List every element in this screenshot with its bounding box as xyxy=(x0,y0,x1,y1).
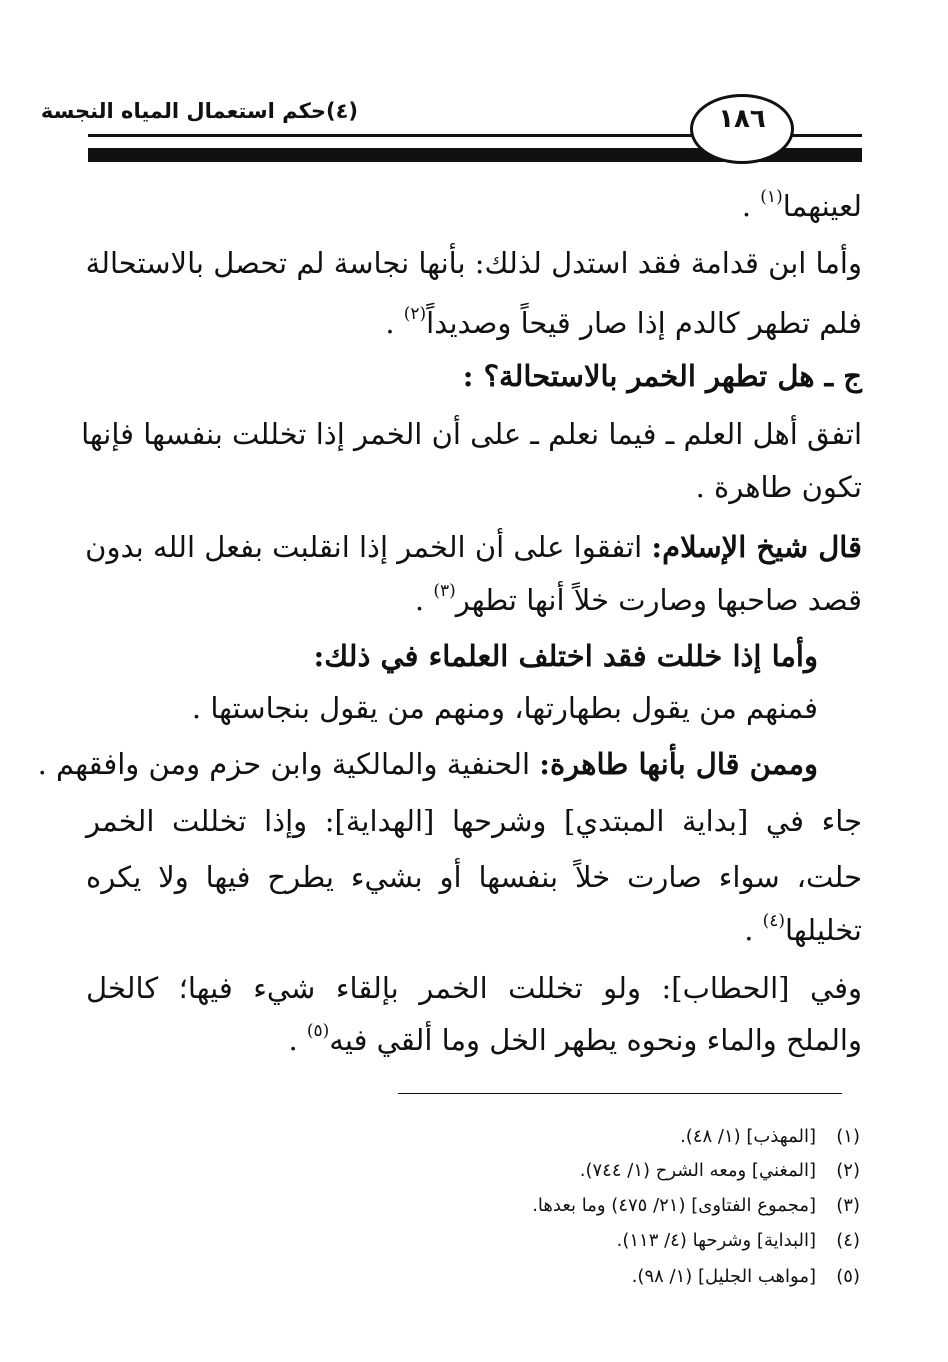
text: . xyxy=(385,306,404,340)
footnote-number: (٣) xyxy=(836,1195,860,1216)
text: . xyxy=(741,189,761,223)
footnote-number: (٥) xyxy=(836,1266,860,1287)
footnote-text: [مجموع الفتاوى] (٢١/ ٤٧٥) وما بعدها. xyxy=(532,1195,816,1216)
footnote-number: (١) xyxy=(836,1126,860,1147)
body-line-6: تكون طاهرة . xyxy=(695,470,862,504)
body-line-12: جاء في [بداية المبتدي] وشرحها [الهداية]: وإذا تخللت الخمر xyxy=(86,804,862,838)
text: وأما إذا خللت فقد اختلف العلماء في ذلك: xyxy=(313,639,818,673)
text: لعينهما xyxy=(782,189,862,223)
body-line-10 xyxy=(86,688,862,728)
running-title: (٤)حكم استعمال المياه النجسة xyxy=(40,99,358,123)
footnote-number: (٤) xyxy=(836,1230,860,1251)
bold-lead: وممن قال بأنها طاهرة: xyxy=(539,747,818,781)
footnote-text: [المهذب] (١/ ٤٨). xyxy=(680,1126,816,1147)
footnote-2 xyxy=(580,1158,860,1184)
body-line-1 xyxy=(86,186,862,226)
footnote-text: [مواهب الجليل] (١/ ٩٨). xyxy=(631,1266,816,1287)
text: . xyxy=(288,1023,307,1057)
text: فمنهم من يقول بطهارتها، ومنهم من يقول بنجاستها . xyxy=(191,691,818,725)
body-line-7 xyxy=(86,527,862,567)
footnote-separator xyxy=(398,1093,842,1094)
section-heading-c: ج ـ هل تطهر الخمر بالاستحالة؟ : xyxy=(462,359,862,393)
text: والملح والماء ونحوه يطهر الخل وما ألقي فيه xyxy=(329,1023,862,1057)
body-line-2: وأما ابن قدامة فقد استدل لذلك: بأنها نجاسة لم تحصل بالاستحالة xyxy=(85,246,862,280)
footnote-ref-2[interactable]: (٢) xyxy=(403,304,427,324)
footnote-3 xyxy=(532,1193,860,1219)
text: قصد صاحبها وصارت خلاً أنها تطهر xyxy=(455,583,862,617)
footnote-text: [البداية] وشرحها (٤/ ١١٣). xyxy=(616,1230,816,1251)
text xyxy=(38,744,818,784)
text: اتفقوا على أن الخمر إذا انقلبت بفعل الله بدون xyxy=(85,530,652,564)
footnote-ref-1[interactable]: (١) xyxy=(760,187,783,207)
footnote-number: (٢) xyxy=(836,1160,860,1181)
footnote-5 xyxy=(632,1264,860,1290)
body-line-5: اتفق أهل العلم ـ فيما نعلم ـ على أن الخمر إذا تخللت بنفسها فإنها xyxy=(81,417,862,451)
page-number: ١٨٦ xyxy=(718,104,766,134)
bold-lead: قال شيخ الإسلام: xyxy=(651,530,862,564)
footnote-ref-3[interactable]: (٣) xyxy=(433,581,456,601)
footnote-ref-4[interactable]: (٤) xyxy=(762,911,786,931)
footnote-4 xyxy=(617,1228,860,1254)
text: . xyxy=(744,913,763,947)
body-line-13: حلت، سواء صارت خلاً بنفسها أو بشيء يطرح فيها ولا يكره xyxy=(86,860,862,894)
text xyxy=(85,530,862,564)
text: الحنفية والمالكية وابن حزم ومن وافقهم . xyxy=(37,747,540,781)
text: . xyxy=(414,583,434,617)
body-line-3 xyxy=(86,303,862,343)
body-line-9 xyxy=(86,636,862,676)
body-line-16 xyxy=(86,1020,862,1060)
footnote-text: [المغني] ومعه الشرح (١/ ٧٤٤). xyxy=(579,1160,816,1181)
text: تخليلها xyxy=(785,913,862,947)
footnote-1 xyxy=(680,1124,860,1150)
text: فلم تطهر كالدم إذا صار قيحاً وصديداً xyxy=(426,306,862,340)
body-line-8 xyxy=(86,580,862,620)
footnote-ref-5[interactable]: (٥) xyxy=(306,1021,330,1041)
body-line-14 xyxy=(86,910,862,950)
body-line-11 xyxy=(37,744,862,784)
body-line-15: وفي [الحطاب]: ولو تخللت الخمر بإلقاء شيء فيها؛ كالخل xyxy=(86,971,862,1005)
